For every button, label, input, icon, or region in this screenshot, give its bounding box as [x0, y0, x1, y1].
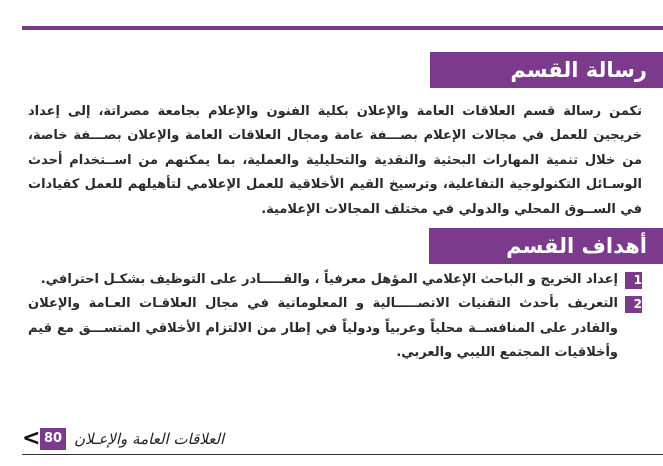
running-head: العلاقات العامة والإعـلان	[74, 430, 225, 448]
mission-paragraph: تكمن رسالة قسم العلاقات العامة والإعلان بكلية الفنون والإعلام بجامعة مصراتة، إلى إعداد خريجين للعمل في مجالات الإعلام بصـــفة عامة ومجال العلاقات العامة والإعلان بصـــفة خاصة، من خلال تنمية المهارات البحثية والنقدية والتحليلية والعملية، بما يمكنهم من اســتخدام أحدث الوسـائل التكنولوجية التفاعلية، وترسيخ القيم الأخلاقية للعمل الإعلامي لتأهيلهم للعمل كقيادات في الســوق المحلي والدولي في مختلف المجالات الإعلامية.	[28, 104, 642, 217]
goal-item-2	[28, 292, 642, 365]
goal-number-badge: 1	[625, 272, 642, 289]
page-number: 80	[40, 428, 66, 450]
chevron-left-icon[interactable]: <	[22, 426, 41, 451]
top-divider	[22, 26, 663, 30]
goal-text: إعداد الخريج و الباحث الإعلامي المؤهل معرفياً ، والقـــــادر على التوظيف بشكـل احترافي.	[40, 272, 618, 287]
footer-divider	[22, 454, 663, 455]
goal-item-1	[28, 268, 642, 292]
goals-list	[28, 268, 642, 366]
goal-text: التعريف بأحدث التقنيات الاتصـــــالية و المعلوماتية في مجال العلاقـات العـامة والإعلان والقادر على المنافســة محلياً وعربياً ودولياً في إطار من الالتزام الأخلاقي المتســـق مع قيم وأخلاقيات المجتمع الليبي والعربي.	[28, 296, 618, 361]
section-title-mission: رسالة القسم	[430, 52, 663, 88]
section-title-goals: أهداف القسم	[429, 228, 663, 264]
goal-number-badge: 2	[625, 296, 642, 313]
